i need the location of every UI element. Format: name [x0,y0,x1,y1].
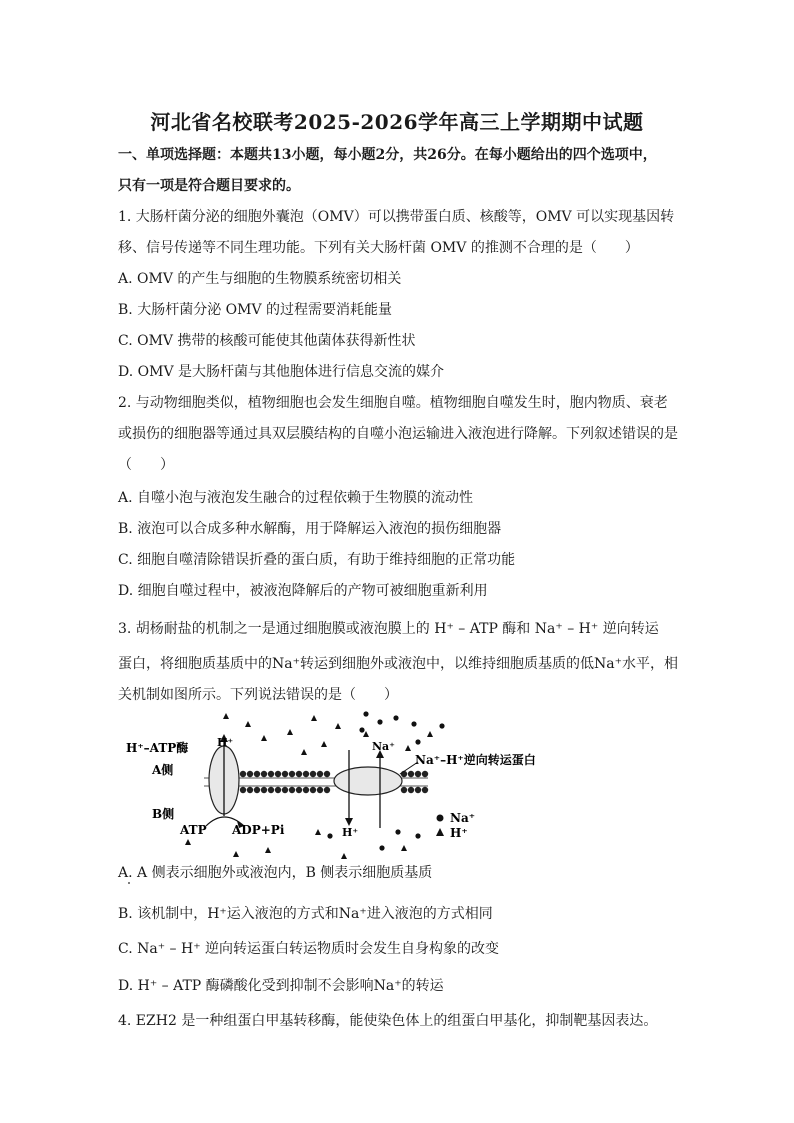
membrane-transport-diagram [118,708,598,868]
phospholipid-head [240,771,246,777]
q2-stem-line-1: 2. 与动物细胞类似，植物细胞也会发生细胞自噬。植物细胞自噬发生时，胞内物质、衰老 [118,395,668,411]
h-ion-marker [261,735,267,741]
phospholipid-head [317,771,323,777]
h-ion-marker [335,723,341,729]
h-ion-marker [363,731,369,737]
h-ion-marker [245,721,251,727]
phospholipid-head [289,787,295,793]
na-ion-marker [395,829,400,834]
phospholipid-head [415,787,421,793]
h-ion-marker [287,729,293,735]
label-atp: ATP [180,823,207,837]
phospholipid-head [247,771,253,777]
h-ion-marker [321,741,327,747]
label-b-side: B侧 [152,807,175,821]
phospholipid-head [324,787,330,793]
q3-option-d: D. H⁺ – ATP 酶磷酸化受到抑制不会影响Na⁺的转运 [118,978,444,994]
na-ion-marker [439,723,444,728]
phospholipid-head [275,787,281,793]
q3-stem-line-1: 3. 胡杨耐盐的机制之一是通过细胞膜或液泡膜上的 H⁺ – ATP 酶和 Na⁺ – H⁺ 逆向转运 [118,621,659,637]
h-ion-marker [427,731,433,737]
phospholipid-head [415,771,421,777]
q1-stem-line-2: 移、信号传递等不同生理功能。下列有关大肠杆菌 OMV 的推测不合理的是（ ） [118,240,639,256]
label-antiporter: Na⁺–H⁺逆向转运蛋白 [415,753,536,767]
legend-h-triangle [436,828,444,836]
q2-option-d: D. 细胞自噬过程中，被液泡降解后的产物可被细胞重新利用 [118,583,488,599]
phospholipid-head [254,787,260,793]
phospholipid-head [268,771,274,777]
na-ion-marker [327,833,332,838]
na-ion-marker [415,739,420,744]
section-heading-line-1: 一、单项选择题：本题共13小题，每小题2分，共26分。在每小题给出的四个选项中， [118,147,657,163]
legend-na-label: Na⁺ [450,811,476,825]
q2-option-c: C. 细胞自噬清除错误折叠的蛋白质，有助于维持细胞的正常功能 [118,552,516,568]
phospholipid-head [240,787,246,793]
label-na-top: Na⁺ [372,740,395,753]
h-ion-marker [185,839,191,845]
phospholipid-head [422,771,428,777]
h-ion-marker [341,853,347,859]
q2-option-a: A. 自噬小泡与液泡发生融合的过程依赖于生物膜的流动性 [118,490,474,506]
phospholipid-head [310,771,316,777]
page-title: 河北省名校联考2025-2026学年高三上学期期中试题 [150,110,644,134]
q1-stem-line-1: 1. 大肠杆菌分泌的细胞外囊泡（OMV）可以携带蛋白质、核酸等，OMV 可以实现基因转 [118,209,675,225]
q3-stem-line-3: 关机制如图所示。下列说法错误的是（ ） [118,687,398,703]
q2-stem-line-3: （ ） [118,457,174,473]
phospholipid-head [268,787,274,793]
h-ion-marker [265,847,271,853]
phospholipid-head [261,787,267,793]
legend-h-label: H⁺ [450,826,468,840]
phospholipid-head [289,771,295,777]
h-ion-marker [233,851,239,857]
na-ion-marker [415,833,420,838]
h-ion-marker [301,749,307,755]
label-h-atpase: H⁺–ATP酶 [126,741,189,755]
scan-speck [128,882,130,884]
phospholipid-head [324,771,330,777]
q4-stem-line-1: 4. EZH2 是一种组蛋白甲基转移酶，能使染色体上的组蛋白甲基化，抑制靶基因表达。 [118,1013,658,1029]
na-h-antiporter-protein [334,767,402,795]
legend-na-dot [437,815,444,822]
q1-option-b: B. 大肠杆菌分泌 OMV 的过程需要消耗能量 [118,302,393,318]
label-a-side: A侧 [152,763,174,777]
phospholipid-head [247,787,253,793]
q1-option-a: A. OMV 的产生与细胞的生物膜系统密切相关 [118,271,402,287]
q2-stem-line-2: 或损伤的细胞器等通过具双层膜结构的自噬小泡运输进入液泡进行降解。下列叙述错误的是 [118,426,678,442]
phospholipid-head [422,787,428,793]
phospholipid-head [282,771,288,777]
na-ion-marker [377,719,382,724]
q1-option-d: D. OMV 是大肠杆菌与其他胞体进行信息交流的媒介 [118,364,444,380]
q3-option-b: B. 该机制中，H⁺运入液泡的方式和Na⁺进入液泡的方式相同 [118,906,493,922]
phospholipid-head [310,787,316,793]
phospholipid-head [296,771,302,777]
phospholipid-head [303,771,309,777]
q1-option-c: C. OMV 携带的核酸可能使其他菌体获得新性状 [118,333,416,349]
phospholipid-head [261,771,267,777]
q3-stem-line-2: 蛋白，将细胞质基质中的Na⁺转运到细胞外或液泡中，以维持细胞质基质的低Na⁺水平，相 [118,656,678,672]
phospholipid-head [408,787,414,793]
phospholipid-head [296,787,302,793]
phospholipid-head [282,787,288,793]
q3-option-c: C. Na⁺ – H⁺ 逆向转运蛋白转运物质时会发生自身构象的改变 [118,941,500,957]
h-ion-marker [223,713,229,719]
phospholipid-head [408,771,414,777]
h-ion-marker [315,829,321,835]
section-heading-line-2: 只有一项是符合题目要求的。 [118,178,300,194]
phospholipid-head [254,771,260,777]
phospholipid-head [303,787,309,793]
label-adp: ADP+Pi [232,823,285,837]
q3-option-a: A. A 侧表示细胞外或液泡内，B 侧表示细胞质基质 [118,865,433,881]
phospholipid-head [275,771,281,777]
h-ion-marker [401,845,407,851]
phospholipid-head [317,787,323,793]
phospholipid-head [401,787,407,793]
label-h-top: H⁺ [217,736,234,749]
na-ion-marker [359,727,364,732]
label-h-bottom: H⁺ [342,826,359,839]
na-ion-marker [411,721,416,726]
na-ion-marker [379,845,384,850]
h-ion-marker [311,715,317,721]
na-ion-marker [393,715,398,720]
h-ion-marker [405,745,411,751]
q2-option-b: B. 液泡可以合成多种水解酶，用于降解运入液泡的损伤细胞器 [118,521,502,537]
na-ion-marker [363,711,368,716]
